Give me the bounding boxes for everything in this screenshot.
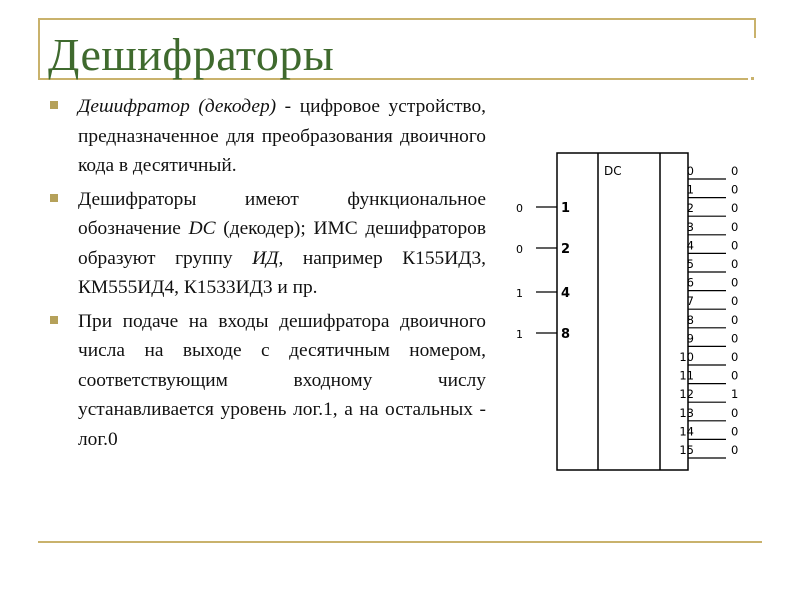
output-value: 0 xyxy=(731,443,739,457)
output-index: 0 xyxy=(686,164,694,178)
output-index: 6 xyxy=(686,275,694,290)
output-index: 8 xyxy=(686,312,694,327)
output-value: 0 xyxy=(731,275,739,290)
output-index: 5 xyxy=(686,257,694,271)
output-index: 11 xyxy=(679,368,694,383)
output-value: 0 xyxy=(731,368,739,383)
bullet-text: (декодер); ИМС дешифраторов образуют группу xyxy=(78,218,486,269)
output-index: 14 xyxy=(679,424,694,439)
output-value: 0 xyxy=(731,294,739,309)
output-value: 0 xyxy=(731,350,739,364)
input-weight: 8 xyxy=(561,327,571,342)
output-index: 7 xyxy=(686,294,694,309)
output-value: 0 xyxy=(731,164,739,178)
output-value: 0 xyxy=(731,219,739,234)
output-index: 4 xyxy=(686,238,694,253)
bullet-text: При подаче на входы дешифратора двоичного числа на выходе с десятичным номером, соответствующим входному числу устанавливается уровень лог.1, а на остальных - лог.0 xyxy=(78,310,486,450)
input-weight: 2 xyxy=(561,242,571,257)
bullet-text-italic: DC xyxy=(188,218,216,239)
bullet-text-italic: ИД xyxy=(252,247,279,269)
output-value: 0 xyxy=(731,405,739,420)
decoder-box xyxy=(557,153,688,470)
slide-title: Дешифраторы xyxy=(48,29,335,80)
output-value: 0 xyxy=(731,201,739,216)
input-weight: 1 xyxy=(561,201,571,216)
output-value: 0 xyxy=(731,312,739,327)
output-index: 10 xyxy=(679,350,694,364)
bullet-text: , например К155ИД3, КМ555ИД4, К1533ИД3 и пр. xyxy=(78,247,486,298)
output-index: 3 xyxy=(686,219,694,234)
output-value: 0 xyxy=(731,257,739,271)
output-index: 9 xyxy=(686,331,694,346)
output-index: 12 xyxy=(679,387,694,402)
output-index: 2 xyxy=(686,201,694,216)
bullet-text: Дешифраторы имеют функциональное обозначение xyxy=(78,188,486,239)
output-value: 0 xyxy=(731,424,739,439)
output-value: 0 xyxy=(731,331,739,346)
input-weight: 4 xyxy=(561,286,571,301)
input-value: 0 xyxy=(516,202,523,215)
output-index: 15 xyxy=(679,443,694,457)
output-value: 0 xyxy=(731,238,739,253)
decoder-label: DC xyxy=(604,164,622,178)
input-value: 1 xyxy=(516,328,523,341)
output-value: 1 xyxy=(731,387,739,402)
input-value: 0 xyxy=(516,243,523,256)
bullet-text-italic: Дешифратор (декодер) xyxy=(78,96,277,117)
output-index: 1 xyxy=(686,182,694,197)
output-value: 0 xyxy=(731,182,739,197)
bullet-text: - цифровое устройство, предназначенное для преобразования двоичного кода в десятичный. xyxy=(78,96,486,176)
input-value: 1 xyxy=(516,287,523,300)
decoder-outline xyxy=(557,153,688,470)
output-index: 13 xyxy=(679,405,694,420)
